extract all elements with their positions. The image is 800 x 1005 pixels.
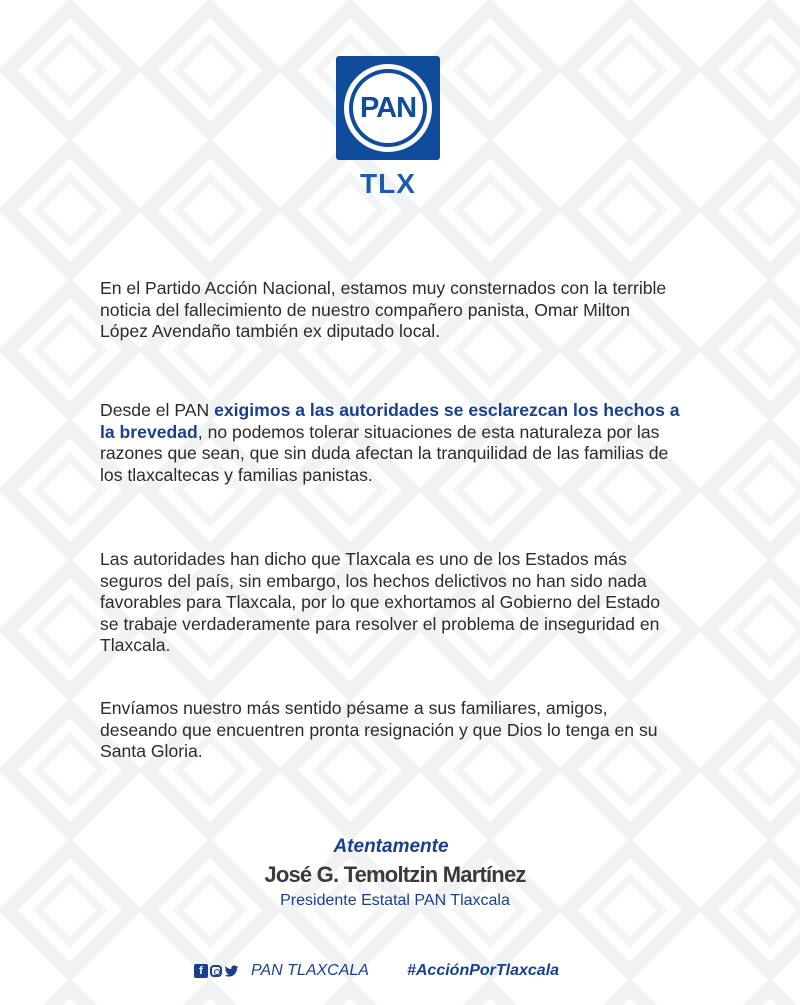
paragraph-1: En el Partido Acción Nacional, estamos muy consternados con la terrible noticia del fallecimiento de nuestro compañero panista, Omar Milton López Avendaño también ex diputado local. [100,278,667,341]
footer [194,960,559,982]
paragraph-3: Las autoridades han dicho que Tlaxcala es uno de los Estados más seguros del país, sin embargo, los hechos delictivos no han sido nada favorables para Tlaxcala, por lo que exhortamos al Gobierno del Estado se trabaje verdaderamente para resolver el problema de inseguridad en Tlaxcala. [100,549,661,655]
twitter-icon[interactable] [224,965,239,978]
paragraph-2-rest: , no podemos tolerar situaciones de esta naturaleza por las razones que sean, que sin duda afectan la tranquilidad de las familias de los tlaxcaltecas y familias panistas. [100,421,669,485]
paragraph-2-highlight: exigimos a las autoridades se esclarezcan los hechos a la brevedad [100,400,680,442]
social-icons [194,964,239,978]
signature-block [0,836,800,910]
signature-name: José G. Temoltzin Martínez [264,862,526,887]
instagram-icon[interactable] [210,965,222,977]
footer-hashtag[interactable]: #AcciónPorTlaxcala [406,962,560,979]
logo-sub-text: TLX [360,168,416,199]
footer-account[interactable]: PAN TLAXCALA [251,962,369,979]
signature-closing: Atentamente [333,836,449,857]
pan-tlx-logo [336,56,440,200]
logo-mark-text: PAN [359,91,417,124]
paragraph-4: Envíamos nuestro más sentido pésame a sus familiares, amigos, deseando que encuentren pronta resignación y que Dios lo tenga en su Santa Gloria. [100,698,658,761]
signature-title: Presidente Estatal PAN Tlaxcala [280,892,510,909]
facebook-icon[interactable]: f [194,964,208,978]
pan-logo-box [336,56,440,160]
paragraph-2 [100,400,680,486]
paragraph-2-intro: Desde el PAN [100,400,215,420]
